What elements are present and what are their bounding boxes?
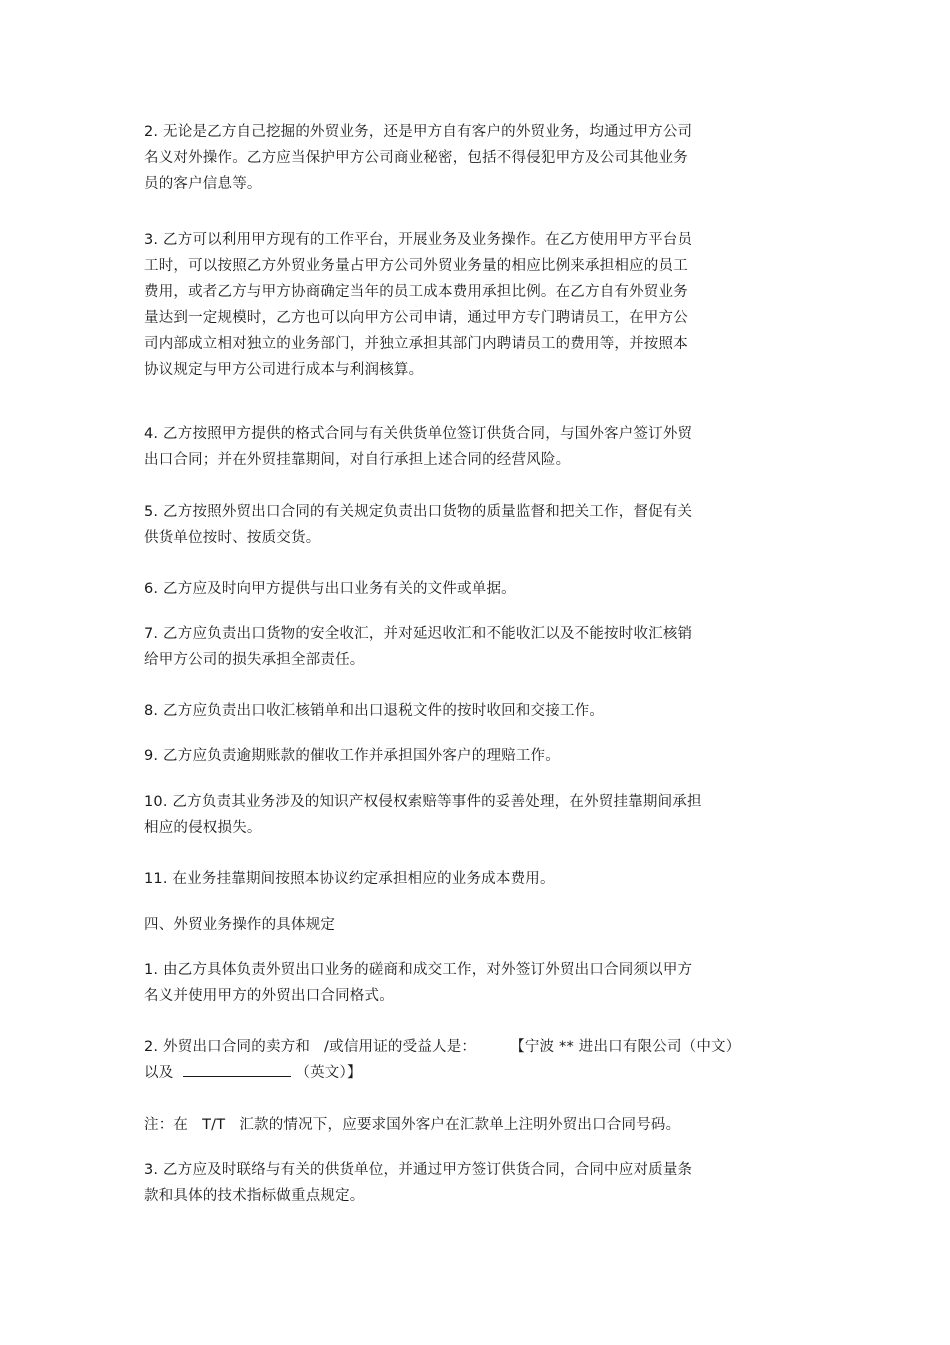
clause-5 — [144, 499, 784, 551]
text-line: 工时，可以按照乙方外贸业务量占甲方公司外贸业务量的相应比例来承担相应的员工 — [144, 258, 688, 274]
company-name-cn: 【宁波 ** 进出口有限公司（中文） — [510, 1039, 741, 1055]
beneficiary-label: /或信用证的受益人是： — [324, 1039, 477, 1055]
text-line: 协议规定与甲方公司进行成本与利润核算。 — [144, 362, 424, 378]
text-line: 3. 乙方应及时联络与有关的供货单位，并通过甲方签订供货合同，合同中应对质量条 — [144, 1162, 693, 1178]
clause-11 — [144, 866, 784, 892]
note-prefix: 注：在 — [144, 1117, 189, 1133]
text-line — [144, 1112, 784, 1138]
rule-3 — [144, 1157, 784, 1209]
text-line: 款和具体的技术指标做重点规定。 — [144, 1188, 365, 1204]
text-line: 名义并使用甲方的外贸出口合同格式。 — [144, 988, 394, 1004]
text-line: 6. 乙方应及时向甲方提供与出口业务有关的文件或单据。 — [144, 581, 516, 597]
note — [144, 1112, 784, 1138]
clause-9 — [144, 743, 784, 769]
text-line: 名义对外操作。乙方应当保护甲方公司商业秘密，包括不得侵犯甲方及公司其他业务 — [144, 150, 688, 166]
text-line: 1. 由乙方具体负责外贸出口业务的磋商和成交工作，对外签订外贸出口合同须以甲方 — [144, 962, 693, 978]
text-line: 2. 无论是乙方自己挖掘的外贸业务，还是甲方自有客户的外贸业务，均通过甲方公司 — [144, 124, 693, 140]
clause-8 — [144, 698, 784, 724]
clause-4 — [144, 421, 784, 473]
english-label: （英文）】 — [295, 1065, 362, 1081]
text-line: 费用，或者乙方与甲方协商确定当年的员工成本费用承担比例。在乙方自有外贸业务 — [144, 284, 688, 300]
rule-2 — [144, 1034, 824, 1086]
text-line: 相应的侵权损失。 — [144, 820, 262, 836]
and-label: 以及 — [144, 1065, 174, 1081]
text-line: 3. 乙方可以利用甲方现有的工作平台，开展业务及业务操作。在乙方使用甲方平台员 — [144, 232, 693, 248]
text-line: 5. 乙方按照外贸出口合同的有关规定负责出口货物的质量监督和把关工作，督促有关 — [144, 504, 693, 520]
text-line: 4. 乙方按照甲方提供的格式合同与有关供货单位签订供货合同，与国外客户签订外贸 — [144, 426, 693, 442]
text-line: 给甲方公司的损失承担全部责任。 — [144, 652, 365, 668]
text-line: 7. 乙方应负责出口货物的安全收汇，并对延迟收汇和不能收汇以及不能按时收汇核销 — [144, 626, 693, 642]
text-line — [144, 1034, 824, 1060]
text-line: 出口合同；并在外贸挂靠期间，对自行承担上述合同的经营风险。 — [144, 452, 571, 468]
section-heading-4 — [144, 912, 784, 938]
text-line: 8. 乙方应负责出口收汇核销单和出口退税文件的按时收回和交接工作。 — [144, 703, 605, 719]
rule-1 — [144, 957, 784, 1009]
section-title: 四、外贸业务操作的具体规定 — [144, 917, 336, 933]
text-line: 10. 乙方负责其业务涉及的知识产权侵权索赔等事件的妥善处理，在外贸挂靠期间承担 — [144, 794, 702, 810]
text-line — [144, 1060, 824, 1086]
english-name-blank — [183, 1062, 291, 1077]
note-text: 汇款的情况下，应要求国外客户在汇款单上注明外贸出口合同号码。 — [239, 1117, 681, 1133]
seller-label: 2. 外贸出口合同的卖方和 — [144, 1039, 311, 1055]
clause-7 — [144, 621, 784, 673]
clause-10 — [144, 789, 784, 841]
clause-3 — [144, 227, 784, 383]
text-line: 员的客户信息等。 — [144, 176, 262, 192]
text-line: 9. 乙方应负责逾期账款的催收工作并承担国外客户的理赔工作。 — [144, 748, 560, 764]
text-line: 司内部成立相对独立的业务部门，并独立承担其部门内聘请员工的费用等，并按照本 — [144, 336, 688, 352]
text-line: 11. 在业务挂靠期间按照本协议约定承担相应的业务成本费用。 — [144, 871, 555, 887]
text-line: 供货单位按时、按质交货。 — [144, 530, 321, 546]
note-tt: T/T — [202, 1117, 226, 1133]
clause-2 — [144, 119, 784, 197]
text-line: 量达到一定规模时，乙方也可以向甲方公司申请，通过甲方专门聘请员工，在甲方公 — [144, 310, 688, 326]
clause-6 — [144, 576, 784, 602]
